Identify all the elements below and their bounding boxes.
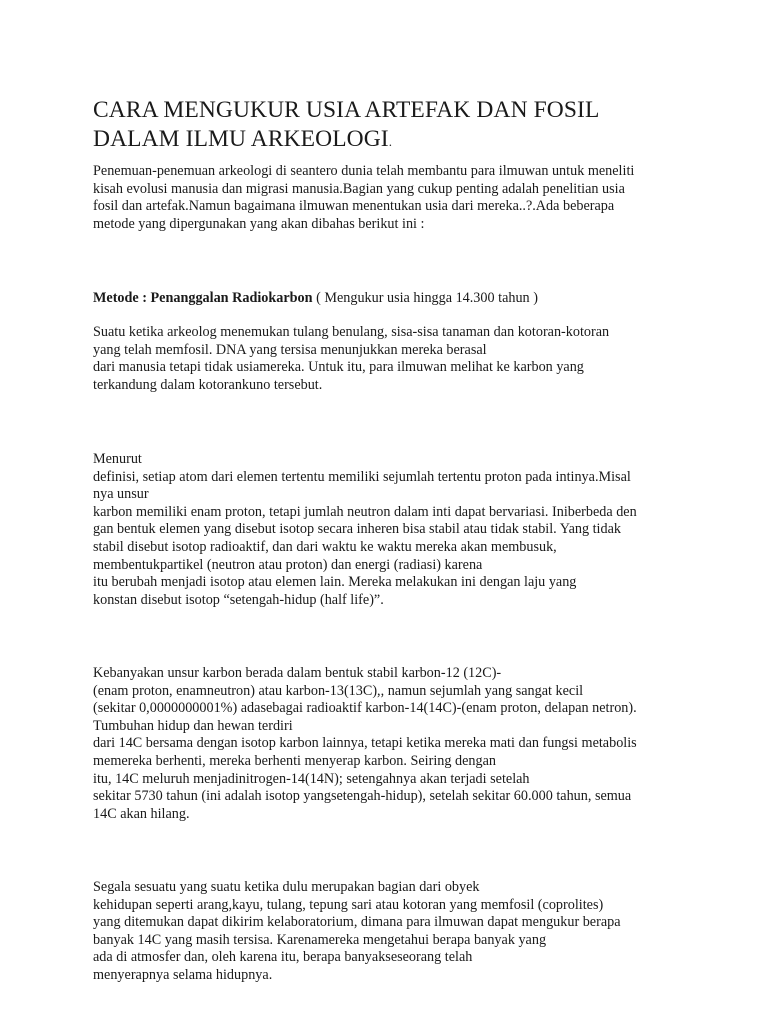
intro-line: fosil dan artefak.Namun bagaimana ilmuwan menentukan usia dari mereka..?.Ada beberapa [93,198,615,215]
paragraph-line: yang ditemukan dapat dikirim kelaboratorium, dimana para ilmuwan dapat mengukur berapa [93,914,621,931]
method-heading [93,290,733,308]
paragraph-line: Kebanyakan unsur karbon berada dalam bentuk stabil karbon-12 (12C)- [93,665,502,681]
intro-line: Penemuan-penemuan arkeologi di seantero dunia telah membantu para ilmuwan untuk meneliti [93,163,635,179]
title-line-2-text: DALAM ILMU ARKEOLOGI [93,126,389,152]
paragraph-line: itu, 14C meluruh menjadinitrogen-14(14N); setengahnya akan terjadi setelah [93,770,530,787]
paragraph-line: menyerapnya selama hidupnya. [93,966,273,983]
paragraph-line: (enam proton, enamneutron) atau karbon-13(13C),, namun sejumlah yang sangat kecil [93,682,584,699]
paragraph-line: membentukpartikel (neutron atau proton) dan energi (radiasi) karena [93,556,483,573]
intro-paragraph [93,163,733,233]
title-dot: . [388,134,393,149]
paragraph-line: 14C akan hilang. [93,805,190,822]
paragraph-radiocarbon-intro [93,324,733,394]
paragraph-line: dari manusia tetapi tidak usiamereka. Untuk itu, para ilmuwan melihat ke karbon yang [93,359,584,376]
method-note: ( Mengukur usia hingga 14.300 tahun ) [312,290,538,306]
paragraph-line: konstan disebut isotop “setengah-hidup (half life)”. [93,591,384,608]
method-heading-line [93,290,733,308]
paragraph-line: gan bentuk elemen yang disebut isotop secara inheren bisa stabil atau tidak stabil. Yang tidak [93,521,621,538]
paragraph-line: dari 14C bersama dengan isotop karbon lainnya, tetapi ketika mereka mati dan fungsi metabolis [93,735,637,752]
paragraph-measurement [93,879,733,985]
title-line-1: CARA MENGUKUR USIA ARTEFAK DAN FOSIL [93,97,600,123]
paragraph-line: yang telah memfosil. DNA yang tersisa menunjukkan mereka berasal [93,341,487,358]
paragraph-line: sekitar 5730 tahun (ini adalah isotop yangsetengah-hidup), setelah sekitar 60.000 tahun, semua [93,788,632,805]
paragraph-line: memereka berhenti, mereka berhenti menyerap karbon. Seiring dengan [93,752,496,769]
paragraph-line: Menurut [93,451,142,467]
method-label: Metode : Penanggalan Radiokarbon [93,290,313,306]
intro-line: metode yang dipergunakan yang akan dibahas berikut ini : [93,215,425,232]
intro-line: kisah evolusi manusia dan migrasi manusia.Bagian yang cukup penting adalah penelitian usia [93,180,625,197]
paragraph-line: karbon memiliki enam proton, tetapi jumlah neutron dalam inti dapat bervariasi. Iniberbeda den [93,503,637,520]
paragraph-line: itu berubah menjadi isotop atau elemen lain. Mereka melakukan ini dengan laju yang [93,574,577,591]
paragraph-line: Tumbuhan hidup dan hewan terdiri [93,717,293,734]
paragraph-line: Suatu ketika arkeolog menemukan tulang benulang, sisa-sisa tanaman dan kotoran-kotoran [93,324,610,340]
paragraph-line: terkandung dalam kotorankuno tersebut. [93,376,323,393]
paragraph-line: definisi, setiap atom dari elemen tertentu memiliki sejumlah tertentu proton pada intinya.Misal [93,468,631,485]
paragraph-line: banyak 14C yang masih tersisa. Karenamereka mengetahui berapa banyak yang [93,931,547,948]
paragraph-line: nya unsur [93,486,149,503]
paragraph-line: stabil disebut isotop radioaktif, dan dari waktu ke waktu mereka akan membusuk, [93,538,557,555]
document-title [93,96,733,156]
paragraph-line: (sekitar 0,0000000001%) adasebagai radioaktif karbon-14(14C)-(enam proton, delapan netron). [93,700,637,717]
paragraph-line: Segala sesuatu yang suatu ketika dulu merupakan bagian dari obyek [93,879,480,895]
title-line-2 [93,125,733,156]
paragraph-line: kehidupan seperti arang,kayu, tulang, tepung sari atau kotoran yang memfosil (coprolites) [93,896,604,913]
paragraph-isotope-definition [93,451,733,609]
paragraph-line: ada di atmosfer dan, oleh karena itu, berapa banyakseseorang telah [93,949,473,966]
paragraph-carbon-isotopes [93,665,733,823]
